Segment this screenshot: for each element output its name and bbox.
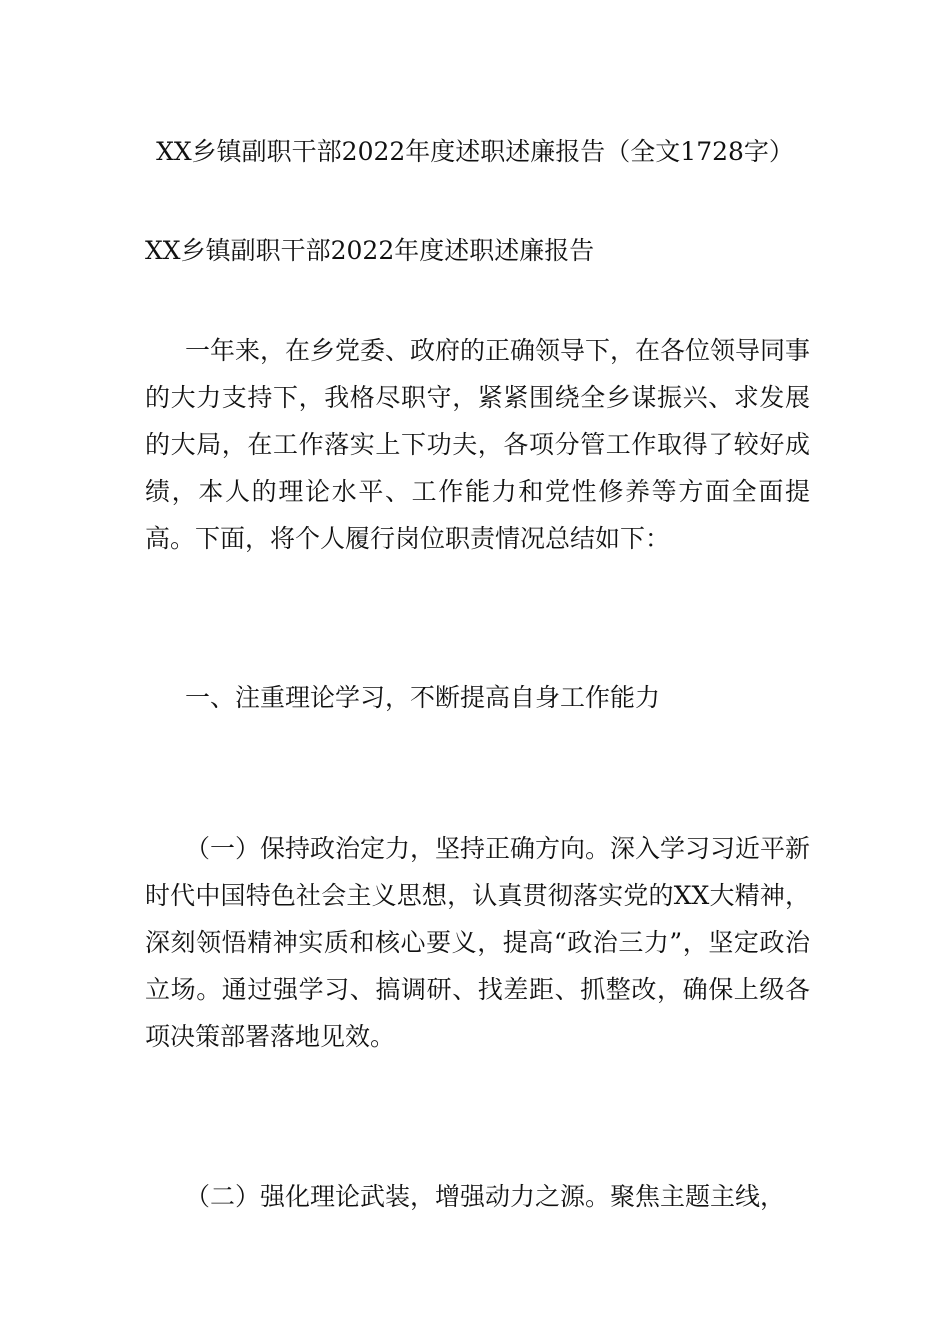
- section-1-item-2: （二）强化理论武装，增强动力之源。聚焦主题主线，: [185, 1182, 786, 1211]
- document-title: XX乡镇副职干部2022年度述职述廉报告（全文1728字）: [156, 137, 794, 166]
- intro-paragraph: 一年来，在乡党委、政府的正确领导下，在各位领导同事的大力支持下，我格尽职守，紧紧围绕全乡谋振兴、求发展的大局，在工作落实上下功夫，各项分管工作取得了较好成绩，本人的理论水平、工作能力和党性修养等方面全面提高。下面，将个人履行岗位职责情况总结如下：: [145, 336, 811, 553]
- section-1-item-1: （一）保持政治定力，坚持正确方向。深入学习习近平新时代中国特色社会主义思想，认真贯彻落实党的XX大精神，深刻领悟精神实质和核心要义，提高“政治三力”，坚定政治立场。通过强学习、搞调研、找差距、抓整改，确保上级各项决策部署落地见效。: [145, 834, 811, 1051]
- section-heading-1: 一、注重理论学习，不断提高自身工作能力: [185, 683, 661, 712]
- document-subtitle: XX乡镇副职干部2022年度述职述廉报告: [145, 236, 595, 265]
